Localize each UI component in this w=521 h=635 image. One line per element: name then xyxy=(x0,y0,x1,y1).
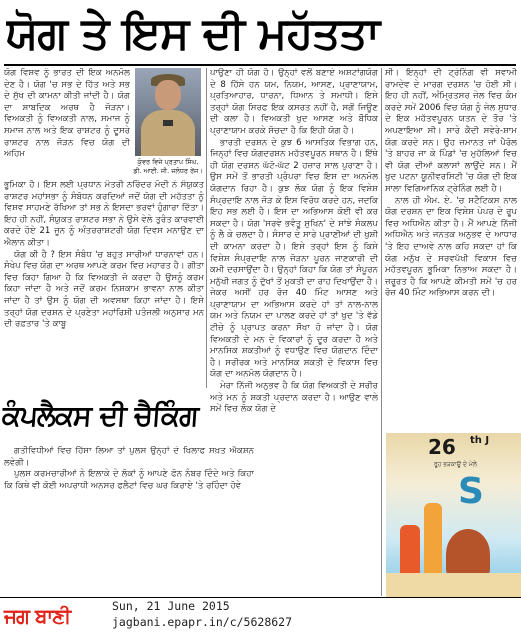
paragraph: ਪਾਉਣਾ ਹੀ ਯੋਗ ਹੈ। ਉਨ੍ਹਾਂ ਵਲੋਂ ਬਣਾਏ ਅਸ਼ਟਾਂਗਯੋਗ ਦੇ 8 ਹਿੱਸੇ ਹਨ ਯਮ, ਨਿਯਮ, ਆਸਣ, ਪ੍ਰਾਣਾਯਾਮ, ਪ੍ਰਤਿਆਹਾਰ, ਧਾਰਨਾ, ਧਿਆਨ ਤੇ ਸਮਾਧੀ। ਇਸੇ ਤਰ੍ਹਾਂ ਯੋਗ ਸਿਰਫ ਇਕ ਕਸਰਤ ਨਹੀਂ ਹੈ, ਸਗੋਂ ਜਿਊਣ ਦੀ ਕਲਾ ਹੈ। ਵਿਅਕਤੀ ਖੁਦ ਆਸਣ ਅਤੇ ਬੌਧਿਕ ਪ੍ਰਾਣਾਯਾਮ ਕਰਕੇ ਸੋਚਦਾ ਹੈ ਕਿ ਇਹੀ ਯੋਗ ਹੈ। xyxy=(210,68,378,136)
ad-cartoon-figure xyxy=(446,529,490,579)
footer xyxy=(0,598,521,635)
column-divider xyxy=(381,68,382,596)
paragraph: ਨਾਲ ਹੀ ਐਮ. ਏ. 'ਚ ਸਟੈਟਿਕਸ ਨਾਲ ਯੋਗ ਦਰਸ਼ਨ ਦਾ ਇਕ ਵਿਸ਼ੇਸ਼ ਪੇਪਰ ਦੇ ਰੂਪ ਵਿਚ ਅਧਿਐਨ ਕੀਤਾ ਹੈ। ਮੈਂ ਆਪਣੇ ਨਿੱਜੀ ਅਧਿਐਨ ਅਤੇ ਜਨਤਕ ਅਨੁਭਵ ਦੇ ਆਧਾਰ 'ਤੇ ਇਹ ਦਾਅਵੇ ਨਾਲ ਕਹਿ ਸਕਦਾ ਹਾਂ ਕਿ ਯੋਗ ਮਨੁੱਖ ਦੇ ਸਰਵਪੱਖੀ ਵਿਕਾਸ ਵਿਚ ਮਹੱਤਵਪੂਰਨ ਭੂਮਿਕਾ ਨਿਭਾਅ ਸਕਦਾ ਹੈ। ਜ਼ਰੂਰਤ ਹੈ ਕਿ ਆਪਣੇ ਕੀਮਤੀ ਸਮੇਂ 'ਚ ਹਰ ਰੋਜ਼ 40 ਮਿੰਟ ਅਭਿਆਸ ਕਰਨ ਦੀ। xyxy=(385,195,517,299)
jagbani-logo: ਜਗ ਬਾਣੀ xyxy=(4,604,71,628)
paragraph: ਭੂਮਿਕਾ ਹੈ। ਇਸ ਲਈ ਪ੍ਰਧਾਨ ਮੰਤਰੀ ਨਰਿੰਦਰ ਮੋਦੀ ਨੇ ਸੰਯੁਕਤ ਰਾਸ਼ਟਰ ਮਹਾਂਸਭਾ ਨੂੰ ਸੰਬੋਧਨ ਕਰਦਿਆਂ ਜਦੋਂ ਯੋਗ ਦੀ ਮਹੱਤਤਾ ਨੂੰ ਵਿਸ਼ਵ ਸਾਹਮਣੇ ਰੱਖਿਆ ਤਾਂ ਸਭ ਨੇ ਇਸਦਾ ਭਰਵਾਂ ਹੁੰਗਾਰਾ ਦਿੱਤਾ। ਇਹ ਹੀ ਨਹੀਂ, ਸੰਯੁਕਤ ਰਾਸ਼ਟਰ ਸਭਾ ਨੇ ਉਸੇ ਵੇਲੇ ਤੁਰੰਤ ਕਾਰਵਾਈ ਕਰਦੇ ਹੋਏ 21 ਜੂਨ ਨੂੰ ਅੰਤਰਰਾਸ਼ਟਰੀ ਯੋਗ ਦਿਵਸ ਮਨਾਉਣ ਦਾ ਐਲਾਨ ਕੀਤਾ। xyxy=(4,180,204,248)
ad-date: 26 xyxy=(428,435,456,459)
source-url[interactable]: jagbani.epapr.in/c/5628627 xyxy=(112,615,293,629)
headline-rule xyxy=(4,64,516,66)
ad-bottle-figure xyxy=(400,525,420,579)
column-3 xyxy=(385,68,517,430)
paragraph: ਪੁਲਸ ਕਰਮਚਾਰੀਆਂ ਨੇ ਇਲਾਕੇ ਦੇ ਲੋਕਾਂ ਨੂੰ ਆਪਣੇ ਫੋਨ ਨੰਬਰ ਦਿੰਦੇ ਅਤੇ ਕਿਹਾ ਕਿ ਕਿਥੇ ਵੀ ਕੋਈ ਅਪਰਾਧੀ ਅਨਸਰ ਫਲੈਟਾਂ ਵਿਚ ਘਰ ਕਿਰਾਏ 'ਤੇ ਰਹਿੰਦਾ ਹੋਵੇ xyxy=(4,469,254,491)
paragraph: ਯੋਗ ਕੀ ਹੈ ? ਇਸ ਸੰਬੰਧ 'ਚ ਬਹੁਤ ਸਾਰੀਆਂ ਧਾਰਨਾਵਾਂ ਹਨ। ਸੰਖੇਪ ਵਿਚ ਯੋਗ ਦਾ ਅਰਥ ਆਪਣੇ ਕਰਮ ਵਿਚ ਮਹਾਰਤ ਹੈ। ਗੀਤਾ ਵਿਚ ਕਿਹਾ ਗਿਆ ਹੈ ਕਿ ਵਿਅਕਤੀ ਜੋ ਕਰਦਾ ਹੈ ਉਸਨੂੰ ਕਰਮ ਕਿਹਾ ਜਾਂਦਾ ਹੈ ਅਤੇ ਜਦੋਂ ਕਰਮ ਨਿਸ਼ਕਾਮ ਭਾਵਨਾ ਨਾਲ ਕੀਤਾ ਜਾਂਦਾ ਹੈ ਤਾਂ ਉਸ ਨੂੰ ਯੋਗ ਦੀ ਅਵਸਥਾ ਕਿਹਾ ਜਾਂਦਾ ਹੈ। ਇਸੇ ਤਰ੍ਹਾਂ ਯੋਗ ਦਰਸ਼ਨ ਦੇ ਪ੍ਰਣੇਤਾ ਮਹਾਂਰਿਸ਼ੀ ਪਤੰਜਲੀ ਅਨੁਸਾਰ ਮਨ ਦੀ ਰਫ਼ਤਾਰ 'ਤੇ ਕਾਬੂ xyxy=(4,249,204,330)
paragraph: ਯੋਗ ਵਿਸ਼ਵ ਨੂੰ ਭਾਰਤ ਦੀ ਇਕ ਅਨਮੋਲ ਦੇਣ ਹੈ। ਯੋਗ 'ਚ ਸਭ ਦੇ ਹਿੱਤ ਅਤੇ ਸਭ ਦੇ ਸੁੱਖ ਦੀ ਕਾਮਨਾ ਕੀਤੀ ਜਾਂਦੀ ਹੈ। ਯੋਗ ਦਾ ਸ਼ਾਬਦਿਕ ਅਰਥ ਹੈ ਜੋੜਨਾ। ਵਿਅਕਤੀ ਨੂੰ ਵਿਅਕਤੀ ਨਾਲ, ਸਮਾਜ ਨੂੰ ਸਮਾਜ ਨਾਲ ਅਤੇ ਇਕ ਰਾਸ਼ਟਰ ਨੂੰ ਦੂਸਰੇ ਰਾਸ਼ਟਰ ਨਾਲ ਜੋੜਨ ਵਿਚ ਯੋਗ ਦੀ ਅਹਿਮ xyxy=(4,68,130,160)
photo-body xyxy=(141,110,195,156)
photo-caption-line1: ਕੁੰਵਰ ਵਿਜੇ ਪ੍ਰਤਾਪ ਸਿੰਘ, xyxy=(137,158,199,166)
paragraph: ਮੇਰਾ ਨਿੱਜੀ ਅਨੁਭਵ ਹੈ ਕਿ ਯੋਗ ਵਿਅਕਤੀ ਦੇ ਸਰੀਰ ਅਤੇ ਮਨ ਨੂੰ ਸ਼ਕਤੀ ਪ੍ਰਦਾਨ ਕਰਦਾ ਹੈ। ਆਉਣ ਵਾਲੇ ਸਮੇਂ ਵਿਚ ਲੋਕ ਯੋਗ ਦੇ xyxy=(210,381,378,415)
ad-date-suffix: th J xyxy=(470,435,490,446)
photo-caption-line2: ਡੀ. ਆਈ. ਜੀ. ਜਲੰਧਰ ਰੇਂਜ। xyxy=(133,167,203,175)
paragraph: ਸੀ। ਇਨ੍ਹਾਂ ਦੀ ਟ੍ਰੇਨਿੰਗ ਵੀ ਸਵਾਮੀ ਰਾਮਦੇਵ ਦੇ ਮਾਰਗ ਦਰਸ਼ਨ 'ਚ ਹੋਈ ਸੀ। ਇਹ ਹੀ ਨਹੀਂ, ਅੰਮ੍ਰਿਤਸਰ ਜੇਲ ਵਿਚ ਕੰਮ ਕਰਦੇ ਸਮੇਂ 2006 ਵਿਚ ਯੋਗ ਨੂੰ ਜੇਲ ਸੁਧਾਰ ਦੇ ਇਕ ਮਹੱਤਵਪੂਰਨ ਯਤਨ ਦੇ ਤੌਰ 'ਤੇ ਅਪਣਾਇਆ ਸੀ। ਸਾਰੇ ਕੈਦੀ ਸਵੇਰੇ-ਸ਼ਾਮ ਯੋਗ ਕਰਦੇ ਸਨ। ਉਹ ਜ਼ਮਾਨਤ ਜਾਂ ਪੈਰੋਲ 'ਤੇ ਬਾਹਰ ਜਾ ਕੇ ਪਿੰਡਾਂ 'ਚ ਮੁਹੱਲਿਆਂ ਵਿਚ ਵੀ ਯੋਗ ਦੀਆਂ ਕਲਾਸਾਂ ਲਾਉਂਦੇ ਸਨ। ਮੈਂ ਖੁਦ ਪਟਨਾ ਯੂਨੀਵਰਸਿਟੀ 'ਚ ਯੋਗ ਦੀ ਇਕ ਸਾਲਾ ਵਿਗਿਆਨਿਕ ਟ੍ਰੇਨਿੰਗ ਲਈ ਹੈ। xyxy=(385,68,517,194)
column-1-body xyxy=(4,180,204,388)
paragraph: ਗਤੀਵਿਧੀਆਂ ਵਿਚ ਹਿੱਸਾ ਲਿਆ ਤਾਂ ਪੁਲਸ ਉਨ੍ਹਾਂ ਦੇ ਖਿਲਾਫ ਸਖ਼ਤ ਐਕਸ਼ਨ ਲਵੇਗੀ। xyxy=(4,446,254,468)
paragraph: ਭਾਰਤੀ ਦਰਸ਼ਨ ਦੇ ਕੁਝ 6 ਆਸਤਿਕ ਵਿਭਾਗ ਹਨ, ਜਿਨ੍ਹਾਂ ਵਿਚ ਯੋਗਦਰਸ਼ਨ ਮਹੱਤਵਪੂਰਨ ਸਥਾਨ ਹੈ। ਇੱਥੇ ਹੀ ਯੋਗ ਦਰਸ਼ਨ ਘੱਟੋ-ਘੱਟ 2 ਹਜ਼ਾਰ ਸਾਲ ਪੁਰਾਣਾ ਹੈ। ਉਸ ਸਮੇਂ ਤੋਂ ਭਾਰਤੀ ਪ੍ਰੰਪਰਾ ਵਿਚ ਇਸ ਦਾ ਅਨਮੋਲ ਯੋਗਦਾਨ ਰਿਹਾ ਹੈ। ਕੁਝ ਲੋਕ ਯੋਗ ਨੂੰ ਇਕ ਵਿਸ਼ੇਸ਼ ਸੰਪ੍ਰਦਾਇ ਨਾਲ ਜੋੜ ਕੇ ਇਸ ਵਿਰੋਧ ਕਰਦੇ ਹਨ, ਜਦਕਿ ਇਹ ਸਭ ਲਈ ਹੈ। ਇਸ ਦਾ ਅਭਿਆਸ ਕੋਈ ਵੀ ਕਰ ਸਕਦਾ ਹੈ। ਯੋਗ 'ਸਰਵੇ ਭਵੰਤੂ ਸੁਖਿਨ' ਦੇ ਸਾਂਝੇ ਸੰਕਲਪ ਨੂੰ ਲੈ ਕੇ ਚਲਦਾ ਹੈ। ਸੰਸਾਰ ਦੇ ਸਾਰੇ ਪ੍ਰਾਣੀਆਂ ਦੀ ਖੁਸ਼ੀ ਦੀ ਕਾਮਨਾ ਕਰਦਾ ਹੈ। ਇਸੇ ਤਰ੍ਹਾਂ ਇਸ ਨੂੰ ਕਿਸੇ ਵਿਸ਼ੇਸ਼ ਸੰਪ੍ਰਦਾਇ ਨਾਲ ਜੋੜਨਾ ਪੂਰਨ ਜਾਣਕਾਰੀ ਦੀ ਕਮੀ ਦਰਸਾਉਂਦਾ ਹੈ। ਉਨ੍ਹਾਂ ਕਿਹਾ ਕਿ ਯੋਗ ਤਾਂ ਸੰਪੂਰਨ ਮਨੁੱਖੀ ਜਗਤ ਨੂੰ ਦੁੱਖਾਂ ਤੋਂ ਮੁਕਤੀ ਦਾ ਰਾਹ ਦਿਖਾਉਂਦਾ ਹੈ। ਜੇਕਰ ਅਸੀਂ ਹਰ ਰੋਜ਼ 40 ਮਿੰਟ ਆਸਣ ਅਤੇ ਪ੍ਰਾਣਾਯਾਮ ਦਾ ਅਭਿਆਸ ਕਰਦੇ ਹਾਂ ਤਾਂ ਨਾਲ-ਨਾਲ ਯਮ ਅਤੇ ਨਿਯਮ ਦਾ ਪਾਲਣ ਕਰਦੇ ਹਾਂ ਤਾਂ ਖੁਦ 'ਤੇ ਵੱਡੇ ਟੀਚੇ ਨੂੰ ਪ੍ਰਾਪਤ ਕਰਨਾ ਸੌਖਾ ਹੋ ਜਾਂਦਾ ਹੈ। ਯੋਗ ਵਿਅਕਤੀ ਦੇ ਮਨ ਦੇ ਵਿਕਾਰਾਂ ਨੂੰ ਦੂਰ ਕਰਦਾ ਹੈ ਅਤੇ ਮਾਨਸਿਕ ਸ਼ਕਤੀਆਂ ਨੂੰ ਵਧਾਉਣ ਵਿਚ ਯੋਗਦਾਨ ਦਿੰਦਾ ਹੈ। ਸਰੀਰਕ ਅਤੇ ਮਾਨਸਿਕ ਸ਼ਕਤੀ ਦੇ ਵਿਕਾਸ ਵਿਚ ਯੋਗ ਦਾ ਅਨਮੋਲ ਯੋਗਦਾਨ ਹੈ। xyxy=(210,137,378,380)
photo-caption xyxy=(131,158,205,176)
ad-big-letter: S xyxy=(458,471,484,512)
author-photo xyxy=(135,68,201,156)
sub-headline: ਕੰਪਲੈਕਸ ਦੀ ਚੈਕਿੰਗ xyxy=(0,399,199,432)
column-divider xyxy=(206,68,207,388)
photo-badge xyxy=(163,120,173,126)
ad-sand xyxy=(386,573,521,597)
column-2 xyxy=(210,68,378,596)
ad-bottle-figure xyxy=(424,503,442,579)
advertisement xyxy=(386,433,521,597)
photo-head xyxy=(155,80,181,110)
ad-tagline: ਰੂਹ ਭੜਕਾਊ ਦੇ ਮੇਲੇ xyxy=(434,461,477,468)
publication-date: Sun, 21 June 2015 xyxy=(112,599,230,613)
headline: ਯੋਗ ਤੇ ਇਸ ਦੀ ਮਹੱਤਤਾ xyxy=(6,8,380,59)
column-1-top xyxy=(4,68,130,176)
